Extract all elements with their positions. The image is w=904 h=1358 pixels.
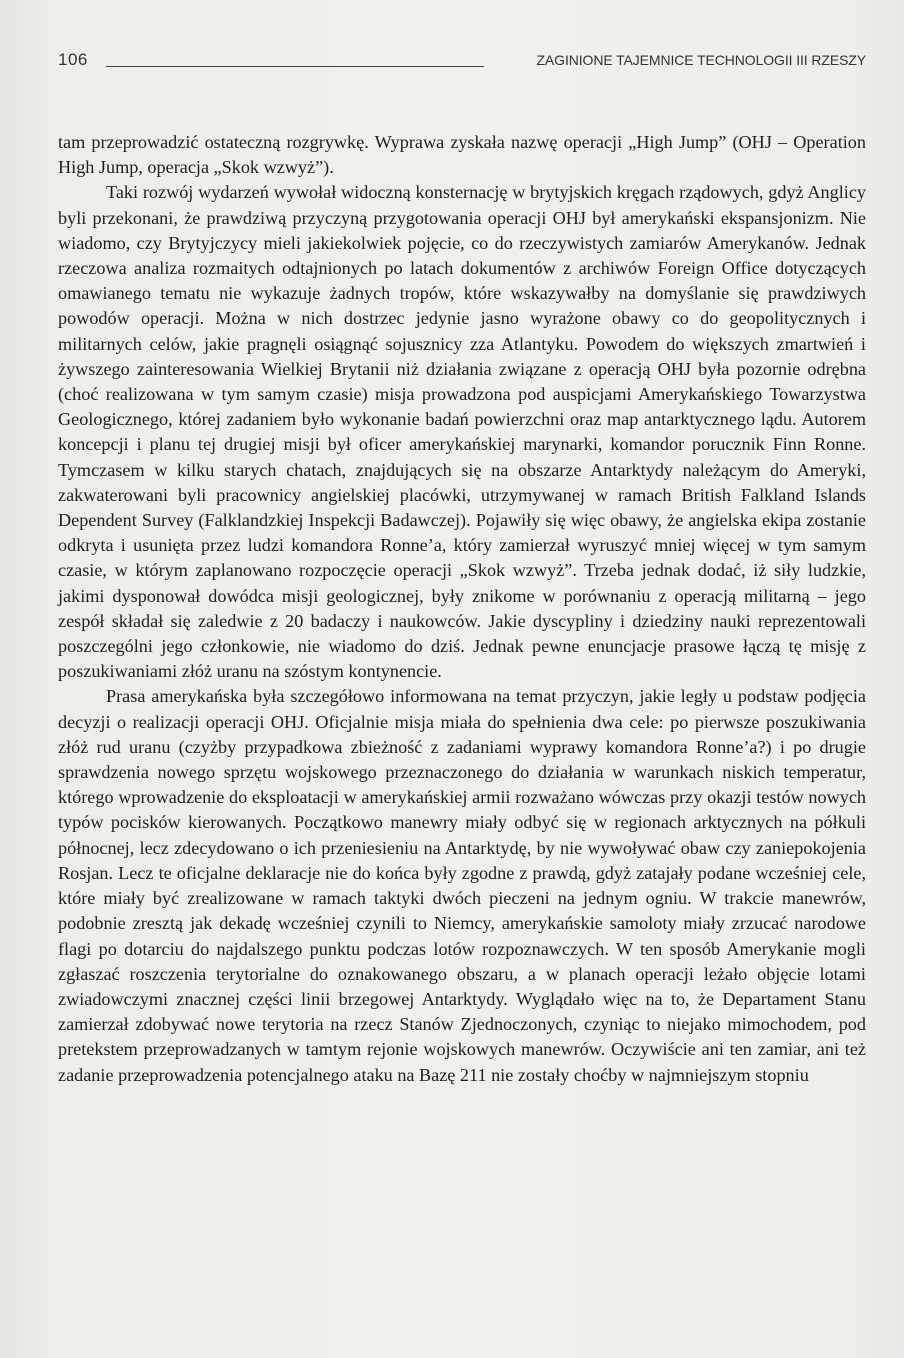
paragraph: Prasa amerykańska była szczegółowo informowana na temat przyczyn, jakie legły u podstaw podjęcia decyzji o realizacji operacji OHJ. Oficjalnie misja miała do spełnienia dwa cele: po pierwsze poszukiwania złóż rud uranu (czyżby przypadkowa zbieżność z zadaniami wyprawy komandora Ronne’a?) i po drugie sprawdzenia nowego sprzętu wojskowego przeznaczonego do działania w warunkach niskich temperatur, którego wprowadzenie do eksploatacji w amerykańskiej armii rozważano wówczas przy okazji testów nowych typów pocisków kierowanych. Początkowo manewry miały odbyć się w regionach arktycznych na półkuli północnej, lecz zdecydowano o ich przeniesieniu na Antarktydę, by nie wywoływać obaw czy zaniepokojenia Rosjan. Lecz te oficjalne deklaracje nie do końca były zgodne z prawdą, gdyż zatajały podane wcześniej cele, które miały być zrealizowane w ramach taktyki dwóch pieczeni na jednym ogniu. W trakcie manewrów, podobnie zresztą jak dekadę wcześniej czynili to Niemcy, amerykańskie samoloty miały zrzucać narodowe flagi po dotarciu do najdalszego punktu podczas lotów rozpoznawczych. W ten sposób Amerykanie mogli zgłaszać roszczenia terytorialne do oznakowanego obszaru, a w planach operacji leżało objęcie lotami zwiadowczymi znacznej części linii brzegowej Antarktydy. Wyglądało więc na to, że Departament Stanu zamierzał zdobywać nowe terytoria na rzecz Stanów Zjednoczonych, czyniąc to niejako mimochodem, pod pretekstem przeprowadzanych w tamtym rejonie wojskowych manewrów. Oczywiście ani ten zamiar, ani też zadanie przeprowadzenia potencjalnego ataku na Bazę 211 nie zostały choćby w najmniejszym stopniu [58, 686, 866, 1085]
running-header [58, 50, 866, 70]
page-number: 106 [58, 50, 88, 69]
header-rule [106, 66, 484, 67]
paragraph-continued: tam przeprowadzić ostateczną rozgrywkę. Wyprawa zyskała nazwę operacji „High Jump” (OHJ – Operation High Jump, operacja „Skok wzwyż”). [58, 132, 866, 178]
running-title: ZAGINIONE TAJEMNICE TECHNOLOGII III RZESZY [536, 52, 866, 68]
body-text [58, 130, 866, 1088]
paragraph: Taki rozwój wydarzeń wywołał widoczną konsternację w brytyjskich kręgach rządowych, gdyż Anglicy byli przekonani, że prawdziwą przyczyną przygotowania operacji OHJ był amerykański ekspansjonizm. Nie wiadomo, czy Brytyjczycy mieli jakiekolwiek pojęcie, co do rzeczywistych zamiarów Amerykanów. Jednak rzeczowa analiza rozmaitych odtajnionych po latach dokumentów z archiwów Foreign Office dotyczących omawianego tematu nie wykazuje żadnych tropów, które wskazywałby na domyślanie się prawdziwych powodów operacji. Można w nich dostrzec jedynie jasno wyrażone obawy co do geopolitycznych i militarnych celów, jakie pragnęli osiągnąć sojusznicy zza Atlantyku. Powodem do większych zmartwień i żywszego zainteresowania Wielkiej Brytanii niż działania związane z operacją OHJ była pozornie odrębna (choć realizowana w tym samym czasie) misja prowadzona pod auspicjami Amerykańskiego Towarzystwa Geologicznego, której zadaniem było wykonanie badań powierzchni oraz map antarktycznego lądu. Autorem koncepcji i planu tej drugiej misji był oficer amerykańskiej marynarki, komandor porucznik Finn Ronne. Tymczasem w kilku starych chatach, znajdujących się na obszarze Antarktydy należącym do Ameryki, zakwaterowani byli pracownicy angielskiej placówki, utrzymywanej w ramach British Falkland Islands Dependent Survey (Falklandzkiej Inspekcji Badawczej). Pojawiły się więc obawy, że angielska ekipa zostanie odkryta i usunięta przez ludzi komandora Ronne’a, który zamierzał wyruszyć mniej więcej w tym samym czasie, w którym zaplanowano rozpoczęcie operacji „Skok wzwyż”. Trzeba jednak dodać, iż siły ludzkie, jakimi dysponował dowódca misji geologicznej, były znikome w porównaniu z operacją militarną – jego zespół składał się zaledwie z 20 badaczy i naukowców. Jakie dyscypliny i dziedziny nauki reprezentowali poszczególni jego członkowie, nie wiadomo do dziś. Jednak pewne enuncjacje prasowe łączą tę misję z poszukiwaniami złóż uranu na szóstym kontynencie. [58, 182, 866, 682]
